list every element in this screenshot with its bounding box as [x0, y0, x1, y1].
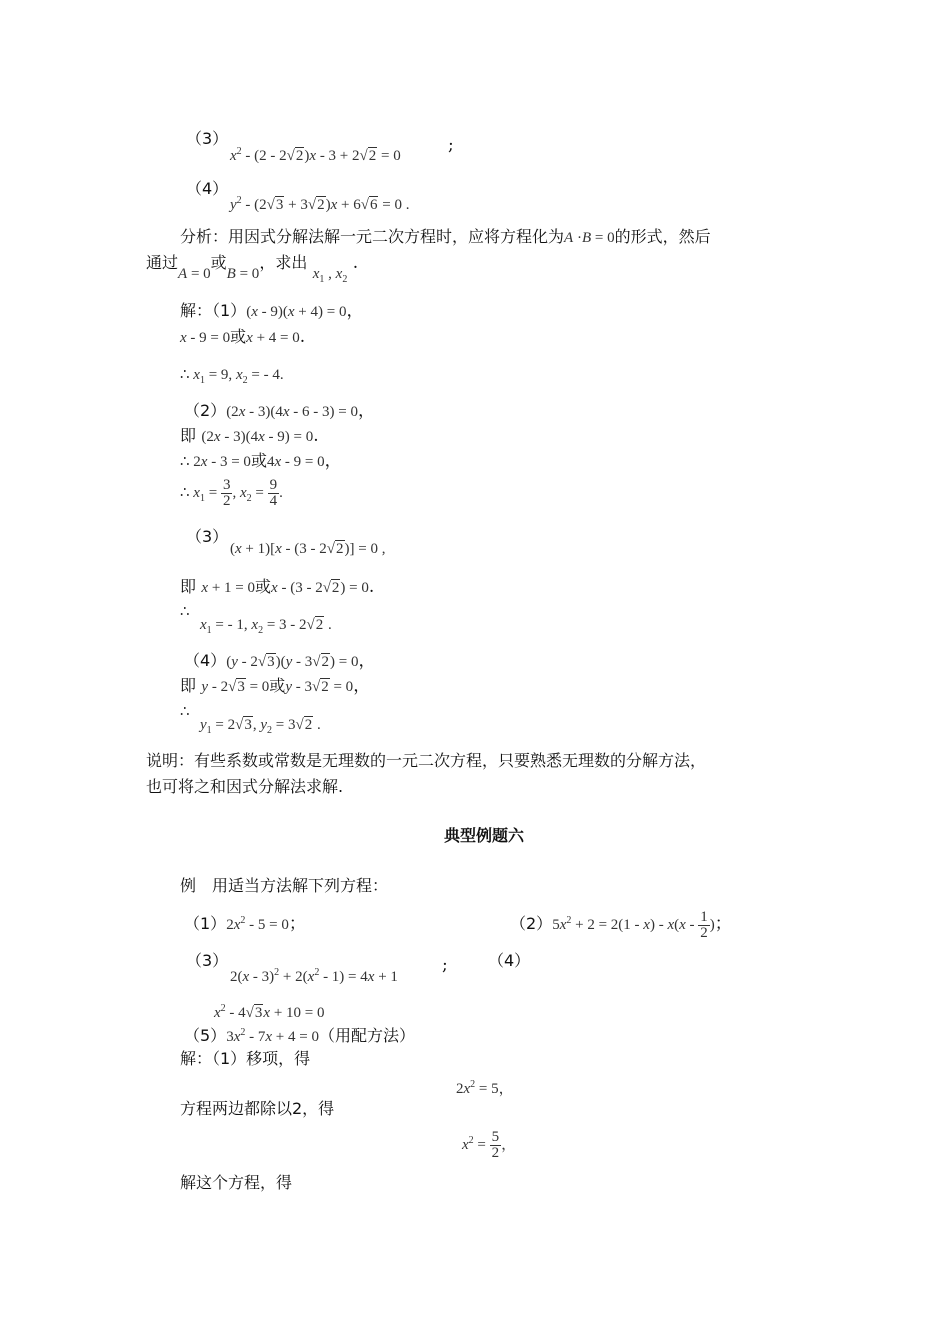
- therefore-symbol: ∴: [180, 604, 190, 620]
- problem-3-equation: $x^2 - (2 - 2√2)x - 3 + 2√2 = 0$: [230, 146, 401, 164]
- solution-2-line-4: ∴ $x_1$ = $\frac{3}{2}$ , $x_2$ = $\frac{9}{4}$ .: [180, 477, 283, 509]
- solution-1-line-1: 解：（1）(x - 9)(x + 4) = 0，: [180, 301, 364, 321]
- example-intro: 例 用适当方法解下列方程：: [180, 876, 389, 895]
- solve-eq-1: $2x^2 = 5$，: [456, 1079, 514, 1097]
- problem-3-label: （3）: [186, 129, 229, 148]
- solution-1-line-2: x - 9 = 0或x + 4 = 0.: [180, 327, 306, 347]
- section-title: 典型例题六: [444, 826, 525, 845]
- therefore-symbol: ∴: [180, 704, 190, 720]
- note-line-1: 说明：有些系数或常数是无理数的一元二次方程，只要熟悉无理数的分解方法，: [146, 751, 707, 770]
- solution-3-line-3: $x_1$ = - 1, $x_2 = 3 - 2√2$ .: [200, 617, 332, 636]
- solve-step-1: 解：（1）移项，得: [180, 1049, 311, 1068]
- solution-2-line-3: ∴ 2x - 3 = 0或4x - 9 = 0，: [180, 451, 342, 471]
- semicolon: ;: [448, 135, 454, 155]
- note-line-2: 也可将之和因式分解法求解.: [146, 777, 344, 796]
- solution-3-line-2: 即 x + 1 = 0或x - (3 - 2√2) = 0.: [180, 577, 375, 597]
- solution-3-line-1: (x + 1)[x - (3 - 2√2)] = 0 ,: [230, 541, 386, 557]
- example-4-equation: $x^2 - 4√3x + 10 = 0$: [214, 1003, 325, 1021]
- problem-4-label: （4）: [186, 179, 229, 198]
- solution-4-line-2: 即 y - 2√3 = 0或y - 3√2 = 0，: [180, 676, 371, 696]
- analysis-line-2: 通过A = 0或B = 0，求出 $x_1$ , $x_2$ .: [146, 253, 359, 285]
- solution-2-line-1: （2）(2x - 3)(4x - 6 - 3) = 0，: [184, 401, 375, 421]
- semicolon: ;: [442, 955, 448, 975]
- example-1: $(1)2x^2 - 5 = 0$；: [184, 914, 306, 934]
- solution-4-line-3: $y_1 = 2√3$, $y_2 = 3√2$ .: [200, 717, 321, 736]
- example-2: $(2)5x^2 + 2 = 2(1 - x) - x(x$ - $\frac{1}{2}$ )；: [510, 909, 732, 942]
- example-5: $(5)3x^2 - 7x + 4 = 0$（用配方法）: [184, 1026, 415, 1045]
- analysis-line-1: 分析：用因式分解法解一元二次方程时，应将方程化为A ·B = 0的形式，然后: [180, 227, 711, 246]
- example-3-equation: $2(x - 3)^2 + 2(x^2 - 1) = 4x + 1$: [230, 967, 398, 985]
- solution-1-line-3: ∴ $x_1 = 9$, $x_2$ = - 4.: [180, 367, 284, 386]
- solution-4-line-1: （4）(y - 2√3)(y - 3√2) = 0，: [184, 651, 376, 671]
- solve-step-3: 解这个方程，得: [180, 1173, 293, 1192]
- solve-eq-2: $x^2$ = $\frac{5}{2}$ ，: [462, 1129, 517, 1162]
- example-4-label: （4）: [488, 951, 531, 970]
- example-3-label: （3）: [186, 951, 229, 970]
- solve-step-2: 方程两边都除以2，得: [180, 1099, 335, 1118]
- problem-4-equation: $y^2 - (2√3 + 3√2)x + 6√6 = 0$ .: [230, 195, 410, 213]
- solution-3-label: （3）: [186, 527, 229, 546]
- solution-2-line-2: 即 (2x - 3)(4x - 9) = 0.: [180, 426, 319, 446]
